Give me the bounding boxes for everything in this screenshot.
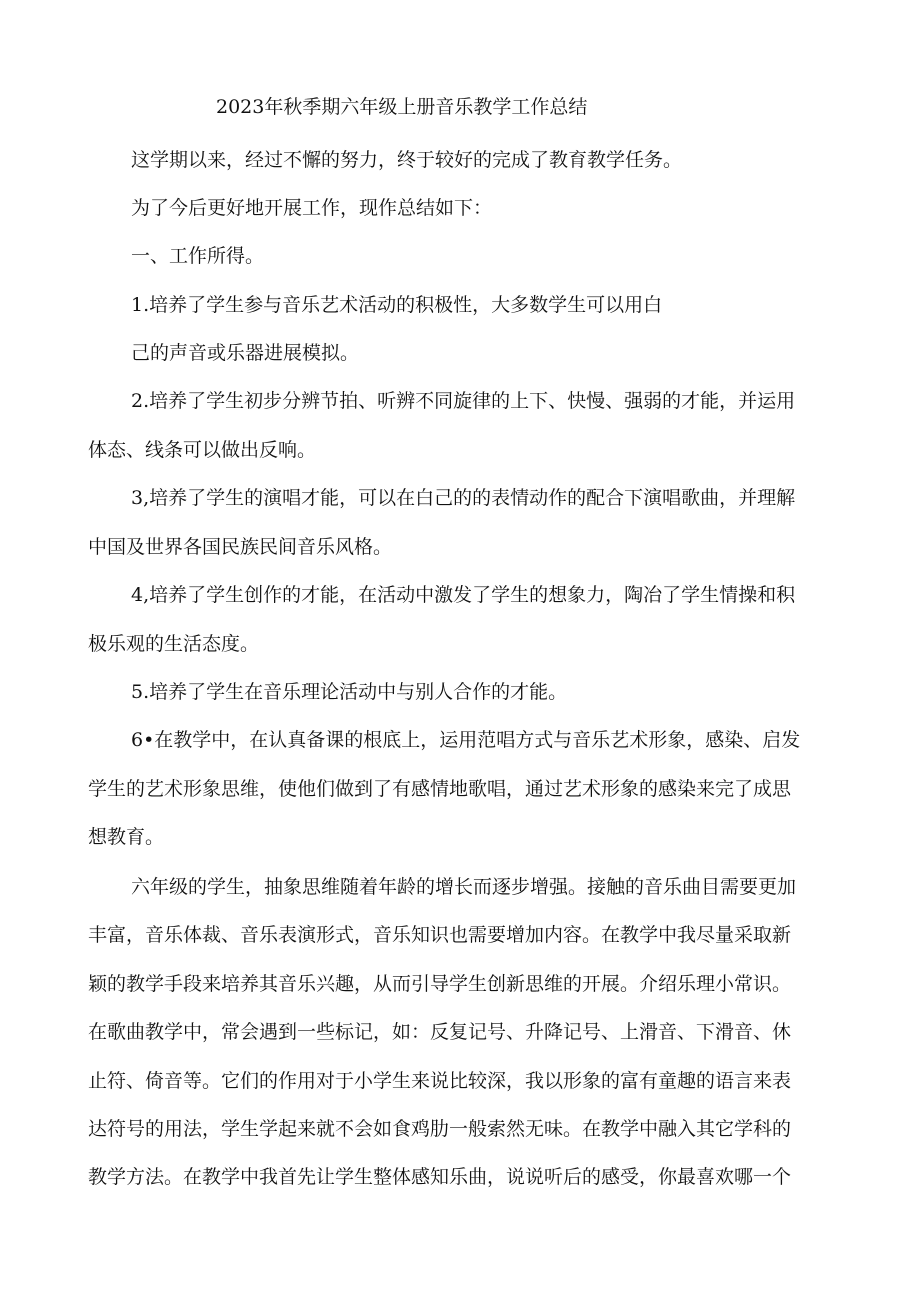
line-4: 1.培养了学生参与音乐艺术活动的积极性，大多数学生可以用白 [131, 294, 663, 316]
line-18: 颖的教学手段来培养其音乐兴趣，从而引导学生创新思维的开展。介绍乐理小常识。 [88, 973, 792, 995]
line-17: 丰富，音乐体裁、音乐表演形式，音乐知识也需要增加内容。在教学中我尽量采取新 [88, 924, 792, 946]
line-2: 为了今后更好地开展工作，现作总结如下： [131, 197, 493, 219]
line-5: 己的声音或乐器进展模拟。 [131, 342, 360, 364]
line-10: 4,培养了学生创作的才能，在活动中激发了学生的想象力，陶冶了学生情操和积 [131, 584, 796, 606]
line-16: 六年级的学生，抽象思维随着年龄的增长而逐步增强。接触的音乐曲目需要更加 [131, 876, 797, 898]
line-3: 一、工作所得。 [131, 245, 265, 267]
line-22: 教学方法。在教学中我首先让学生整体感知乐曲，说说听后的感受，你最喜欢哪一个 [88, 1166, 792, 1188]
line-1: 这学期以来，经过不懈的努力，终于较好的完成了教育教学任务。 [131, 149, 683, 171]
line-14: 学生的艺术形象思维，使他们做到了有感情地歌唱，通过艺术形象的感染来完了成思 [88, 778, 792, 800]
line-11: 极乐观的生活态度。 [88, 633, 260, 655]
line-19: 在歌曲教学中，常会遇到一些标记，如：反复记号、升降记号、上滑音、下滑音、休 [88, 1021, 792, 1043]
line-8: 3,培养了学生的演唱才能，可以在白己的的表情动作的配合下演唱歌曲，并理解 [131, 487, 796, 509]
line-20: 止符、倚音等。它们的作用对于小学生来说比较深，我以形象的富有童趣的语言来表 [88, 1070, 792, 1092]
line-15: 想教育。 [88, 826, 165, 848]
line-9: 中国及世界各国民族民间音乐风格。 [88, 536, 393, 558]
line-13: 6•在教学中，在认真备课的根底上，运用范唱方式与音乐艺术形象，感染、启发 [131, 729, 801, 751]
line-7: 体态、线条可以做出反响。 [88, 439, 317, 461]
line-21: 达符号的用法，学生学起来就不会如食鸡肋一般索然无味。在教学中融入其它学科的 [88, 1118, 792, 1140]
line-6: 2.培养了学生初步分辨节拍、听辨不同旋律的上下、快慢、强弱的才能，并运用 [131, 390, 796, 412]
line-12: 5.培养了学生在音乐理论活动中与别人合作的才能。 [131, 681, 568, 703]
document-title: 2023年秋季期六年级上册音乐教学工作总结 [216, 96, 588, 118]
